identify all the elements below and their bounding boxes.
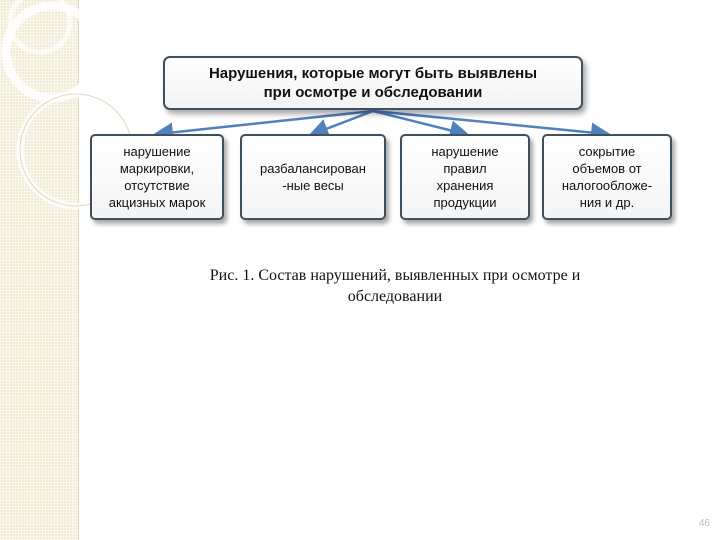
leaf-node-line: маркировки, — [119, 161, 195, 176]
leaf-node-storage-violation — [400, 134, 530, 220]
leaf-node-line: налогообложе- — [561, 178, 653, 193]
figure-caption-line: обследовании — [347, 288, 443, 305]
connector-to-leaf-4 — [373, 111, 606, 134]
root-node-line: Нарушения, которые могут быть выявлены — [208, 65, 538, 82]
leaf-node-unbalanced-scales — [240, 134, 386, 220]
root-node-line: при осмотре и обследовании — [263, 84, 483, 101]
leaf-node-line: ния и др. — [579, 195, 635, 210]
leaf-node-line: нарушение — [123, 144, 191, 159]
leaf-node-line: объемов от — [572, 161, 642, 176]
leaf-node-line: разбалансирован — [260, 161, 366, 176]
leaf-node-labeling-violation — [90, 134, 224, 220]
leaf-node-line: -ные весы — [282, 178, 344, 193]
leaf-node-line: правил — [443, 161, 487, 176]
root-node — [163, 56, 583, 110]
leaf-node-line: нарушение — [431, 144, 499, 159]
leaf-node-line: акцизных марок — [108, 195, 206, 210]
figure-caption-line: Рис. 1. Состав нарушений, выявленных при осмотре и — [209, 267, 581, 284]
leaf-node-line: сокрытие — [578, 144, 636, 159]
leaf-node-line: хранения — [436, 178, 494, 193]
leaf-node-line: продукции — [433, 195, 497, 210]
leaf-node-concealment — [542, 134, 672, 220]
page-number: 46 — [698, 518, 710, 529]
figure-caption — [150, 265, 640, 307]
leaf-node-line: отсутствие — [124, 178, 190, 193]
